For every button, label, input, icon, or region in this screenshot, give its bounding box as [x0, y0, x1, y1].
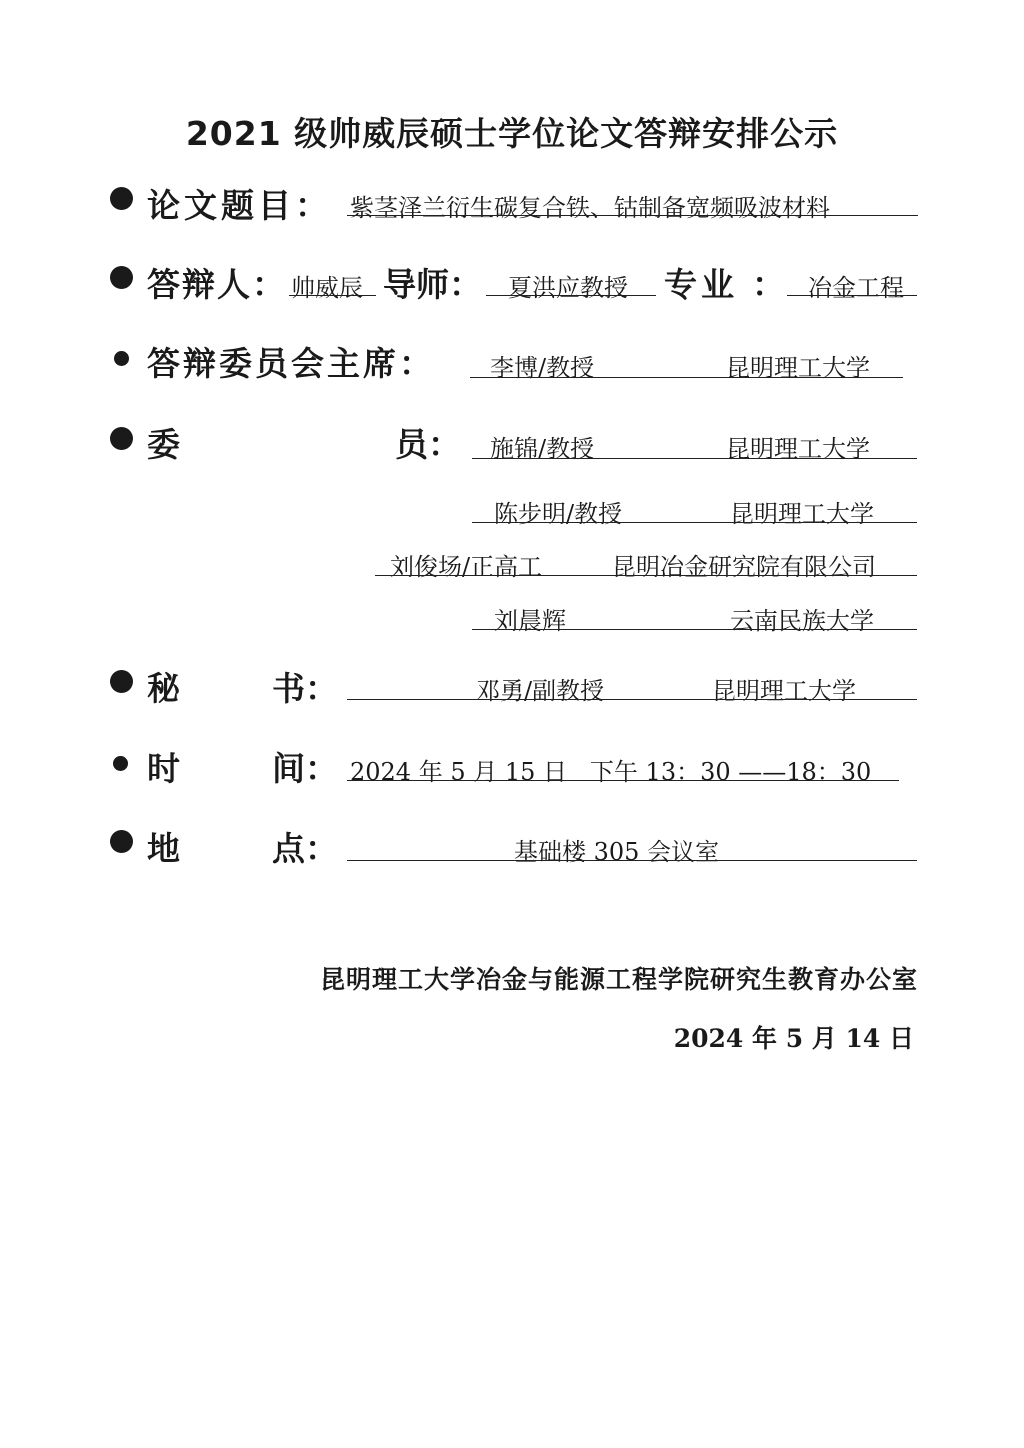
- time-underline: [347, 780, 899, 781]
- major-underline: [787, 295, 917, 296]
- member-org: 昆明冶金研究院有限公司: [612, 553, 876, 581]
- defender-underline: [289, 295, 376, 296]
- place-label-right: 点：: [272, 829, 338, 868]
- defender-label: 答辩人：: [147, 265, 287, 304]
- secretary-org: 昆明理工大学: [712, 677, 856, 705]
- bullet-icon: [110, 670, 133, 693]
- member-org: 云南民族大学: [730, 607, 874, 635]
- secretary-label-right: 书：: [272, 669, 338, 708]
- time-label-left: 时: [147, 749, 180, 788]
- place-underline: [347, 860, 917, 861]
- thesis-value: 紫茎泽兰衍生碳复合铁、钴制备宽频吸波材料: [350, 194, 830, 222]
- bullet-icon: [110, 427, 133, 450]
- advisor-name: 夏洪应教授: [508, 274, 628, 302]
- issuer-office: 昆明理工大学冶金与能源工程学院研究生教育办公室: [319, 965, 918, 994]
- member-name: 刘俊场/正高工: [390, 553, 543, 581]
- time-value: 2024 年 5 月 15 日 下午 13：30 ——18：30: [350, 758, 872, 786]
- secretary-name: 邓勇/副教授: [476, 677, 605, 705]
- place-label-left: 地: [147, 829, 180, 868]
- major-value: 冶金工程: [808, 274, 904, 302]
- member-underline: [472, 522, 917, 523]
- thesis-label: 论文题目：: [147, 186, 332, 225]
- chair-label: 答辩委员会主席：: [147, 344, 435, 383]
- member-underline: [472, 629, 917, 630]
- member-org: 昆明理工大学: [726, 435, 870, 463]
- advisor-label: 导师：: [383, 265, 482, 304]
- chair-org: 昆明理工大学: [726, 354, 870, 382]
- members-label-left: 委: [147, 425, 180, 464]
- bullet-icon: [113, 756, 128, 771]
- time-label-right: 间：: [272, 749, 338, 788]
- bullet-icon: [114, 351, 129, 366]
- member-underline: [375, 575, 917, 576]
- secretary-underline: [347, 699, 917, 700]
- bullet-icon: [110, 187, 133, 210]
- members-label-right: 员：: [395, 425, 461, 464]
- secretary-label-left: 秘: [147, 669, 180, 708]
- thesis-underline: [347, 215, 918, 216]
- member-underline: [472, 458, 917, 459]
- issue-date: 2024 年 5 月 14 日: [673, 1024, 914, 1053]
- chair-underline: [470, 377, 903, 378]
- major-colon: ：: [752, 265, 785, 304]
- member-name: 刘晨辉: [494, 607, 566, 635]
- bullet-icon: [110, 266, 133, 289]
- member-name: 陈步明/教授: [494, 500, 623, 528]
- member-name: 施锦/教授: [490, 435, 595, 463]
- advisor-underline: [486, 295, 656, 296]
- major-label: 专业: [664, 265, 738, 304]
- place-value: 基础楼 305 会议室: [514, 838, 720, 866]
- chair-name: 李博/教授: [490, 354, 595, 382]
- member-org: 昆明理工大学: [730, 500, 874, 528]
- bullet-icon: [110, 830, 133, 853]
- page-title: 2021 级帅威辰硕士学位论文答辩安排公示: [185, 114, 839, 153]
- defender-name: 帅威辰: [291, 274, 363, 302]
